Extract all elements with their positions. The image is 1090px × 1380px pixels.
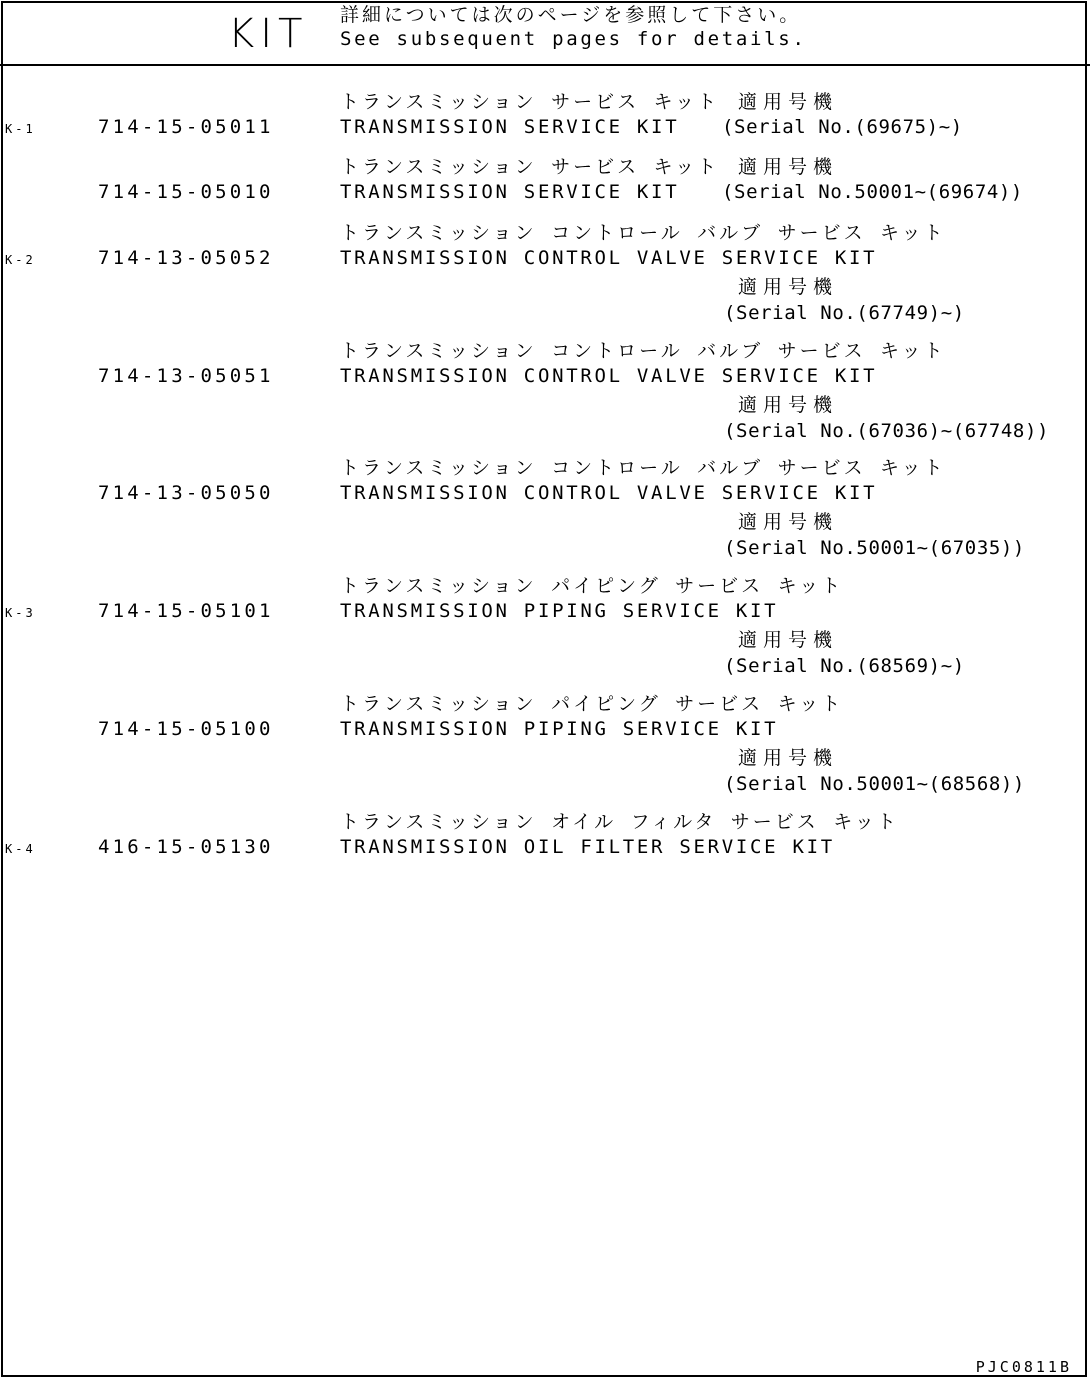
applicable-label: 適用号機 bbox=[738, 747, 839, 769]
part-number: 714-15-05011 bbox=[98, 116, 274, 138]
serial-range: (Serial No.50001~(68568)) bbox=[724, 773, 1025, 795]
applicable-label: 適用号機 bbox=[738, 629, 839, 651]
part-name-en: TRANSMISSION PIPING SERVICE KIT bbox=[340, 718, 779, 740]
part-name-jp: トランスミッション コントロール バルブ サービス キット bbox=[340, 340, 946, 362]
part-name-en: TRANSMISSION CONTROL VALVE SERVICE KIT bbox=[340, 247, 878, 269]
part-name-en: TRANSMISSION PIPING SERVICE KIT bbox=[340, 600, 779, 622]
part-number: 714-13-05052 bbox=[98, 247, 274, 269]
page-title: KIT bbox=[228, 11, 309, 57]
serial-range: (Serial No.50001~(69674)) bbox=[722, 181, 1023, 203]
applicable-label: 適用号機 bbox=[738, 156, 839, 178]
page-frame bbox=[1, 1, 1087, 1377]
part-name-jp: トランスミッション サービス キット bbox=[340, 91, 720, 113]
serial-range: (Serial No.50001~(67035)) bbox=[724, 537, 1025, 559]
part-number: 714-13-05051 bbox=[98, 365, 274, 387]
applicable-label: 適用号機 bbox=[738, 394, 839, 416]
part-name-jp: トランスミッション コントロール バルブ サービス キット bbox=[340, 457, 946, 479]
serial-range: (Serial No.(68569)~) bbox=[724, 655, 965, 677]
applicable-label: 適用号機 bbox=[738, 91, 839, 113]
part-name-en: TRANSMISSION CONTROL VALVE SERVICE KIT bbox=[340, 365, 878, 387]
kit-key: K-1 bbox=[5, 122, 36, 136]
header-divider bbox=[0, 64, 1090, 66]
part-name-jp: トランスミッション パイピング サービス キット bbox=[340, 693, 844, 715]
applicable-label: 適用号機 bbox=[738, 511, 839, 533]
page-code: PJC0811B bbox=[975, 1358, 1072, 1376]
part-name-jp: トランスミッション オイル フィルタ サービス キット bbox=[340, 811, 899, 833]
part-name-jp: トランスミッション パイピング サービス キット bbox=[340, 575, 844, 597]
kit-key: K-2 bbox=[5, 253, 36, 267]
part-name-jp: トランスミッション コントロール バルブ サービス キット bbox=[340, 222, 946, 244]
part-name-en: TRANSMISSION SERVICE KIT bbox=[340, 181, 680, 203]
part-name-en: TRANSMISSION CONTROL VALVE SERVICE KIT bbox=[340, 482, 878, 504]
part-number: 714-15-05100 bbox=[98, 718, 274, 740]
header-note-jp: 詳細については次のページを参照して下さい。 bbox=[340, 4, 802, 26]
part-name-en: TRANSMISSION SERVICE KIT bbox=[340, 116, 680, 138]
part-number: 416-15-05130 bbox=[98, 836, 274, 858]
part-name-en: TRANSMISSION OIL FILTER SERVICE KIT bbox=[340, 836, 835, 858]
serial-range: (Serial No.(69675)~) bbox=[722, 116, 963, 138]
part-number: 714-15-05010 bbox=[98, 181, 274, 203]
kit-key: K-4 bbox=[5, 842, 36, 856]
serial-range: (Serial No.(67036)~(67748)) bbox=[724, 420, 1050, 442]
part-number: 714-13-05050 bbox=[98, 482, 274, 504]
kit-key: K-3 bbox=[5, 606, 36, 620]
header-note-en: See subsequent pages for details. bbox=[340, 28, 807, 50]
part-number: 714-15-05101 bbox=[98, 600, 274, 622]
part-name-jp: トランスミッション サービス キット bbox=[340, 156, 720, 178]
applicable-label: 適用号機 bbox=[738, 276, 839, 298]
serial-range: (Serial No.(67749)~) bbox=[724, 302, 965, 324]
